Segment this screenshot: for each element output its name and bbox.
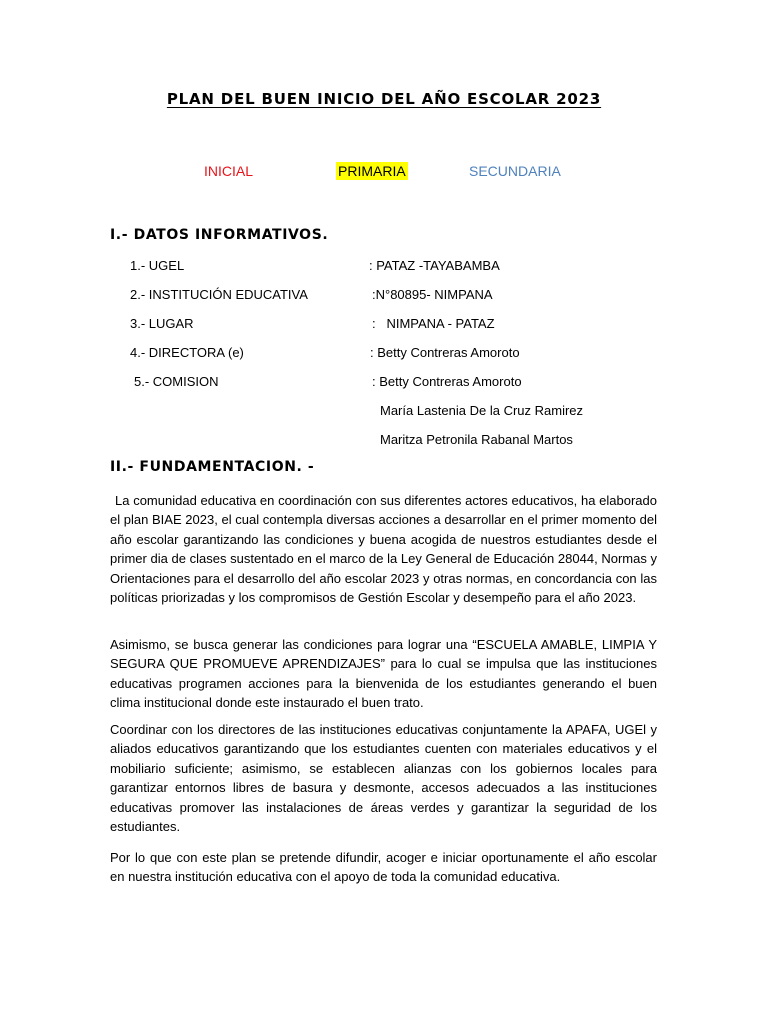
info-value-lugar: : NIMPANA - PATAZ [372, 316, 495, 331]
info-label-institucion: 2.- INSTITUCIÓN EDUCATIVA [130, 287, 308, 302]
paragraph: Por lo que con este plan se pretende difundir, acoger e iniciar oportunamente el año escolar en nuestra institución educativa con el apoyo de toda la comunidad educativa. [110, 850, 657, 885]
info-value-comision-2: María Lastenia De la Cruz Ramirez [380, 403, 584, 418]
info-label-ugel: 1.- UGEL [130, 258, 185, 273]
info-value-directora: : Betty Contreras Amoroto [370, 345, 520, 360]
section-heading-datos-informativos: I.- DATOS INFORMATIVOS. [110, 227, 329, 243]
info-value-comision-3: Maritza Petronila Rabanal Martos [380, 432, 573, 447]
level-inicial: INICIAL [204, 163, 254, 179]
paragraph: La comunidad educativa en coordinación con sus diferentes actores educativos, ha elaborado el plan BIAE 2023, el cual contempla diversas acciones a desarrollar en el primer momento del año escolar garantizando las condiciones y buena acogida de nuestros estudiantes desde el primer dia de clases sustentado en el marco de la Ley General de Educación 28044, Normas y Orientaciones para el desarrollo del año escolar 2023 y otras normas, en concordancia con las políticas priorizadas y los compromisos de Gestión Escolar y desempeño para el año 2023. [110, 493, 657, 606]
info-value-comision-1: : Betty Contreras Amoroto [372, 374, 522, 389]
info-value-ugel: : PATAZ -TAYABAMBA [369, 258, 500, 273]
paragraph: Coordinar con los directores de las instituciones educativas conjuntamente la APAFA, UGEl y aliados educativos garantizando que los estudiantes cuenten con materiales educativos y el mobiliario suficiente; asimismo, se establecen alianzas con los gobiernos locales para garantizar entornos libres de basura y desmonte, accesos adecuados a las instituciones educativas promover las instalaciones de áreas verdes y garantizar la seguridad de los estudiantes. [110, 722, 657, 835]
level-primaria: PRIMARIA [338, 163, 406, 179]
info-value-institucion: :N°80895- NIMPANA [372, 287, 493, 302]
paragraph: Asimismo, se busca generar las condiciones para lograr una “ESCUELA AMABLE, LIMPIA Y SEGURA QUE PROMUEVE APRENDIZAJES” para lo cual se impulsa que las instituciones educativas programen acciones para la bienvenida de los estudiantes generando el buen clima institucional donde este instaurado el buen trato. [110, 637, 657, 711]
info-label-comision: 5.- COMISION [134, 374, 219, 389]
info-label-directora: 4.- DIRECTORA (e) [130, 345, 244, 360]
document-title: PLAN DEL BUEN INICIO DEL AÑO ESCOLAR 2023 [166, 90, 602, 108]
level-secundaria: SECUNDARIA [469, 163, 561, 179]
info-label-lugar: 3.- LUGAR [130, 316, 194, 331]
section-heading-fundamentacion: II.- FUNDAMENTACION. - [110, 459, 315, 475]
